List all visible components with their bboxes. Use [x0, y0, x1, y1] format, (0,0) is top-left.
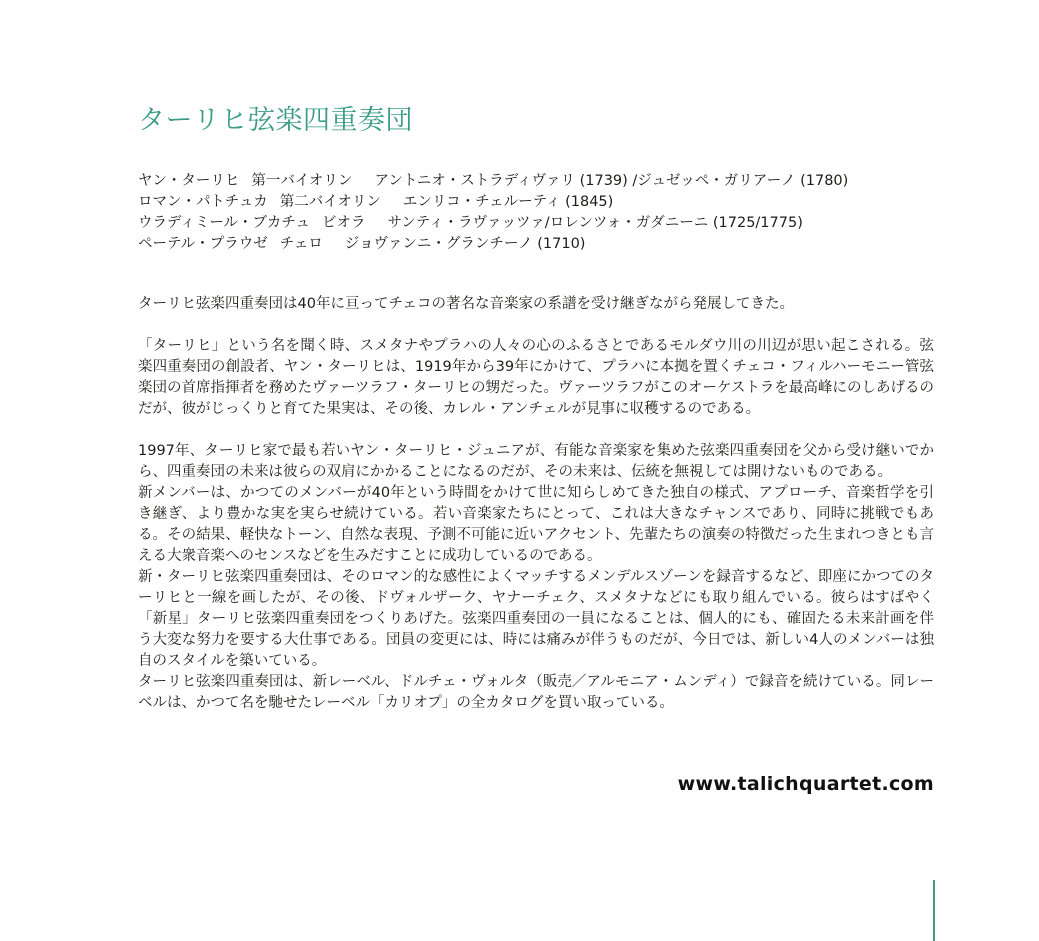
member-row — [138, 213, 934, 234]
member-row — [138, 234, 934, 255]
member-instrument: エンリコ・チェルーティ (1845) — [402, 194, 614, 210]
page-title: ターリヒ弦楽四重奏団 — [138, 105, 413, 136]
member-name: ロマン・パトチュカ — [138, 194, 268, 210]
member-part: ビオラ — [321, 215, 366, 231]
paragraph-1997: 1997年、ターリヒ家で最も若いヤン・ターリヒ・ジュニアが、有能な音楽家を集めた弦楽四重奏団を父から受け継いでから、四重奏団の未来は彼らの双肩にかかることになるのだが、その未来は、伝統を無視しては開けないものである。 — [138, 443, 934, 480]
member-row — [138, 192, 934, 213]
paragraph-label: ターリヒ弦楽四重奏団は、新レーベル、ドルチェ・ヴォルタ（販売／アルモニア・ムンディ）で録音を続けている。同レーベルは、かつて名を馳せたレーベル「カリオプ」の全カタログを買い取っている。 — [138, 674, 934, 711]
paragraph-new-members: 新メンバーは、かつてのメンバーが40年という時間をかけて世に知らしめてきた独自の様式、アプローチ、音楽哲学を引き継ぎ、より豊かな実を実らせ続けている。若い音楽家たちにとって、これは大きなチャンスであり、同時に挑戦でもある。その結果、軽快なトーン、自然な表現、予測不可能に近いアクセント、先輩たちの演奏の特徴だった生まれつきとも言える大衆音楽へのセンスなどを生みだすことに成功しているのである。 — [138, 485, 934, 564]
member-part: 第一バイオリン — [251, 173, 353, 189]
paragraph-history: 「ターリヒ」という名を聞く時、スメタナやプラハの人々の心のふるさとであるモルダウ川の川辺が思い起こされる。弦楽四重奏団の創設者、ヤン・ターリヒは、1919年から39年にかけて、プラハに本拠を置くチェコ・フィルハーモニー管弦楽団の首席指揮者を務めたヴァーツラフ・ターリヒの甥だった。ヴァーツラフがこのオーケストラを最高峰にのしあげるのだが、彼がじっくりと育てた果実は、その後、カレル・アンチェルが見事に収穫するのである。 — [138, 338, 934, 417]
member-instrument: アントニオ・ストラディヴァリ (1739) /ジュゼッペ・ガリアーノ (1780) — [374, 173, 849, 189]
member-instrument: ジョヴァンニ・グランチーノ (1710) — [344, 236, 586, 252]
paragraph-intro: ターリヒ弦楽四重奏団は40年に亘ってチェコの著名な音楽家の系譜を受け継ぎながら発展してきた。 — [138, 296, 795, 312]
member-part: チェロ — [279, 236, 323, 252]
member-name: ヤン・ターリヒ — [138, 173, 240, 189]
paragraph-repertoire: 新・ターリヒ弦楽四重奏団は、そのロマン的な感性によくマッチするメンデルスゾーンを録音するなど、即座にかつてのターリヒと一線を画したが、その後、ドヴォルザーク、ヤナーチェク、スメタナなどにも取り組んでいる。彼らはすばやく「新星」ターリヒ弦楽四重奏団をつくりあげた。弦楽四重奏団の一員になることは、個人的にも、確固たる未来計画を伴う大変な努力を要する大仕事である。団員の変更には、時には痛みが伴うものだが、今日では、新しい4人のメンバーは独自のスタイルを築いている。 — [138, 569, 934, 669]
member-list — [138, 171, 934, 255]
member-name: ペーテル・プラウゼ — [138, 236, 268, 252]
member-instrument: サンティ・ラヴァッツァ/ロレンツォ・ガダニーニ (1725/1775) — [387, 215, 803, 231]
member-part: 第二バイオリン — [279, 194, 381, 210]
page-edge-rule — [933, 880, 935, 941]
member-row — [138, 171, 934, 192]
member-name: ウラディミール・ブカチュ — [138, 215, 310, 231]
website-link[interactable]: www.talichquartet.com — [677, 773, 934, 795]
biography-text — [138, 294, 934, 714]
